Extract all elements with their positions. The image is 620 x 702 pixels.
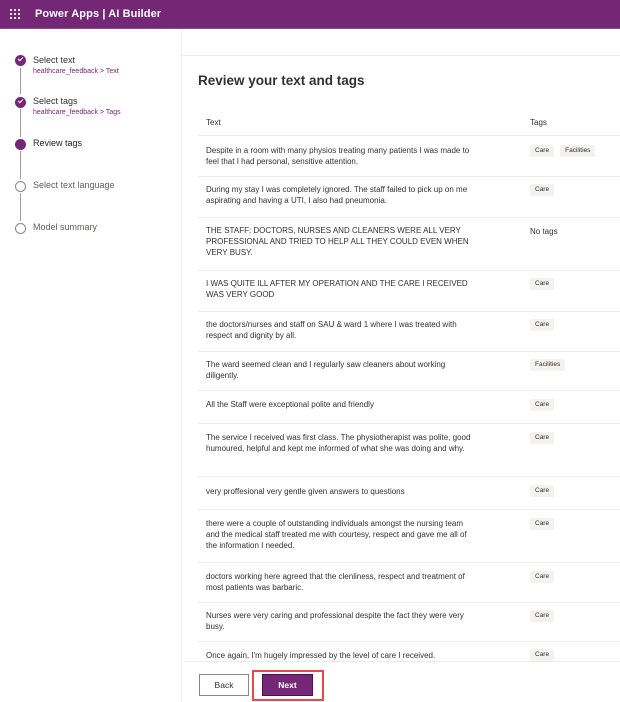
tag-chip: Care — [530, 432, 554, 444]
main-header-strip — [183, 29, 620, 56]
step-sublabel: healthcare_feedback > Text — [33, 68, 119, 75]
row-text: THE STAFF: DOCTORS, NURSES AND CLEANERS WERE ALL VERY PROFESSIONAL AND TRIED TO HELP ALL THEY COULD EVEN WHEN VERY BUSY. — [206, 226, 469, 257]
step-select-tags[interactable] — [0, 95, 182, 135]
step-label: Select tags — [33, 96, 78, 106]
step-current-dot-icon — [15, 139, 26, 150]
row-text: The ward seemed clean and I regularly saw cleaners about working diligently. — [206, 360, 446, 380]
step-select-text[interactable] — [0, 53, 182, 93]
table-row[interactable] — [198, 352, 620, 391]
row-tags — [530, 359, 565, 371]
wizard-footer — [183, 661, 620, 702]
tag-chip: Care — [530, 319, 554, 331]
row-text: very proffesional very gentle given answers to questions — [206, 487, 405, 496]
row-tags — [530, 432, 554, 444]
step-completed-check-icon — [15, 55, 26, 66]
step-label: Review tags — [33, 138, 83, 148]
table-row[interactable] — [198, 510, 620, 563]
step-label: Model summary — [33, 222, 98, 232]
step-connector — [20, 151, 21, 179]
tag-chip: Care — [530, 571, 554, 583]
step-connector — [20, 193, 21, 221]
step-sublabel: healthcare_feedback > Tags — [33, 109, 121, 116]
row-tags — [530, 319, 554, 331]
row-text: I WAS QUITE ILL AFTER MY OPERATION AND THE CARE I RECEIVED WAS VERY GOOD — [206, 279, 468, 299]
step-completed-check-icon — [15, 97, 26, 108]
step-review-tags[interactable] — [0, 137, 182, 157]
step-connector — [20, 109, 21, 137]
row-tags — [530, 399, 554, 411]
row-text: All the Staff were exceptional polite and friendly — [206, 400, 374, 409]
app-title: Power Apps | AI Builder — [35, 8, 162, 20]
text-tags-table[interactable] — [198, 111, 620, 672]
table-row[interactable] — [198, 477, 620, 510]
wizard-steps-sidebar — [0, 29, 182, 702]
row-text: the doctors/nurses and staff on SAU & ward 1 where I was treated with respect and dignity by all. — [206, 320, 457, 340]
row-tags — [530, 518, 554, 530]
table-row[interactable] — [198, 271, 620, 312]
top-bar — [0, 0, 620, 29]
row-tags — [530, 649, 554, 661]
table-row[interactable] — [198, 136, 620, 177]
row-text: Despite in a room with many physios treating many patients I was made to feel that I had personal, sensitive attention. — [206, 146, 470, 166]
table-row[interactable] — [198, 563, 620, 603]
step-label: Select text language — [33, 180, 115, 190]
tag-chip: Care — [530, 610, 554, 622]
step-pending-circle-icon — [15, 223, 26, 234]
row-text: During my stay I was completely ignored. The staff failed to pick up on me aspirating and having a UTI, I also had pneumonia. — [206, 185, 468, 205]
table-row[interactable] — [198, 391, 620, 424]
tag-chip: Care — [530, 518, 554, 530]
row-text: Once again, I'm hugely impressed by the level of care I received. — [206, 651, 436, 660]
main-content — [183, 29, 620, 702]
tag-chip: Facilities — [530, 359, 565, 371]
tag-chip: Care — [530, 184, 554, 196]
step-select-text-language[interactable] — [0, 179, 182, 199]
row-tags — [530, 227, 558, 236]
table-row[interactable] — [198, 177, 620, 218]
table-row[interactable] — [198, 603, 620, 642]
back-button[interactable]: Back — [199, 674, 249, 696]
row-tags — [530, 485, 554, 497]
row-tags — [530, 610, 554, 622]
tag-chip: Facilities — [560, 145, 595, 157]
next-button[interactable]: Next — [262, 674, 313, 696]
no-tags-label: No tags — [530, 227, 558, 236]
row-tags — [530, 571, 554, 583]
tag-chip: Care — [530, 399, 554, 411]
table-row[interactable] — [198, 424, 620, 477]
row-text: there were a couple of outstanding individuals amongst the nursing team and the medical staff treated me with courtesy, respect and gave me all of the information I needed. — [206, 519, 467, 550]
table-row[interactable] — [198, 218, 620, 271]
tag-chip: Care — [530, 145, 554, 157]
tag-chip: Care — [530, 649, 554, 661]
tag-chip: Care — [530, 278, 554, 290]
tag-chip: Care — [530, 485, 554, 497]
row-tags — [530, 184, 554, 196]
row-text: doctors working here agreed that the clenliness, respect and treatment of most patients was barbaric. — [206, 572, 465, 592]
table-header — [198, 111, 620, 136]
step-pending-circle-icon — [15, 181, 26, 192]
step-connector — [20, 68, 21, 94]
table-row[interactable] — [198, 312, 620, 352]
column-header-text: Text — [206, 118, 221, 127]
step-label: Select text — [33, 55, 76, 65]
app-launcher-icon[interactable] — [8, 7, 22, 21]
row-text: The service I received was first class. The physiotherapist was polite, good humoured, helpful and kept me informed of what she was doing and why. — [206, 433, 471, 453]
row-tags — [530, 278, 554, 290]
row-tags — [530, 145, 595, 157]
row-text: Nurses were very caring and professional despite the fact they were very busy. — [206, 611, 464, 631]
step-model-summary[interactable] — [0, 221, 182, 241]
page-title: Review your text and tags — [198, 73, 365, 88]
column-header-tags: Tags — [530, 118, 547, 127]
